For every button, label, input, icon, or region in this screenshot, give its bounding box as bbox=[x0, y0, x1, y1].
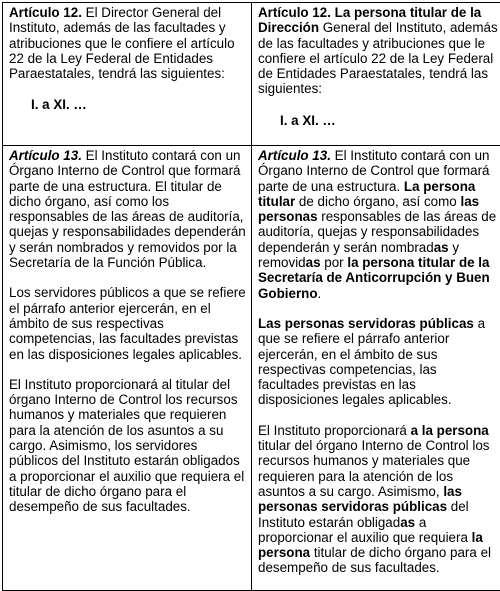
cell-article-13-proposed bbox=[252, 146, 500, 591]
article-text: General del Instituto, además de las facultades y atribuciones que le confiere el artículo 22 de la Ley Federal de Entidades Paraestatales, tendrá las siguientes: bbox=[258, 20, 498, 96]
article-text: por bbox=[321, 255, 348, 270]
article-text: y removid bbox=[258, 240, 459, 270]
article-text: El Instituto contará con un Órgano Interno de Control que formará parte de una estructura. El titular de dicho órgano, así como los responsables de las áreas de auditoría, quejas y responsabilidades dependerán y serán nombrados y removidos por la Secretaría de la Función Pública. bbox=[9, 148, 246, 270]
article-heading: Artículo 12. bbox=[9, 5, 82, 20]
amended-text: la persona titular de la Secretaría de Anticorrupción y Buen Gobierno bbox=[258, 255, 490, 301]
article-text: El Director General del Instituto, además de las facultades y atribuciones que le confiere el artículo 22 de la Ley Federal de Entidades Paraestatales, tendrá las siguientes: bbox=[9, 5, 235, 81]
table-row-article-12 bbox=[3, 3, 500, 146]
article-heading: Artículo 12. bbox=[258, 5, 331, 20]
article-heading: Artículo 13. bbox=[9, 148, 82, 163]
article-text: de dicho órgano, así como bbox=[295, 194, 460, 209]
article-text: a proporcionar el auxilio que requiera bbox=[258, 515, 472, 545]
fractions-label: I. a XI. … bbox=[31, 97, 247, 112]
fractions-label: I. a XI. … bbox=[280, 113, 498, 128]
amended-text: las personas servidoras públicas bbox=[258, 484, 462, 514]
comparison-table bbox=[2, 2, 500, 591]
paragraph-2 bbox=[258, 316, 498, 408]
amended-text: as bbox=[434, 240, 449, 255]
paragraph-1 bbox=[9, 148, 247, 270]
amended-text: la persona bbox=[258, 530, 483, 560]
article-text: El Instituto proporcionará bbox=[258, 423, 411, 438]
cell-article-13-current bbox=[3, 146, 252, 591]
amended-text: La persona titular de la Dirección bbox=[258, 5, 481, 35]
article-text: titular de dicho órgano para el desempeño de sus facultades. bbox=[258, 545, 491, 575]
amended-text: as bbox=[306, 255, 321, 270]
paragraph-2: Los servidores públicos a que se refiere el párrafo anterior ejercerán, en el ámbito de sus respectivas competencias, las facultades previstas en las disposiciones legales aplicables. bbox=[9, 285, 247, 361]
amended-text: La persona titular bbox=[258, 179, 475, 209]
article-text: responsables de las áreas de auditoría, quejas y responsabilidades dependerán y serán nombrad bbox=[258, 209, 496, 255]
article-heading: Artículo 13. bbox=[258, 148, 331, 163]
article-text: . bbox=[318, 286, 322, 301]
amended-text: a la persona bbox=[411, 423, 489, 438]
amended-text: as bbox=[400, 515, 415, 530]
article-text: titular del órgano Interno de Control los recursos humanos y materiales que requieren para la atención de los asuntos a su cargo. Asimismo, bbox=[258, 438, 490, 499]
article-text: del Instituto estarán obligad bbox=[258, 499, 469, 529]
paragraph-1 bbox=[258, 148, 498, 301]
paragraph-3: El Instituto proporcionará al titular del órgano Interno de Control los recursos humanos y materiales que requieren para la atención de los asuntos a su cargo. Asimismo, los servidores públicos del Instituto estarán obligados a proporcionar el auxilio que requiera el titular de dicho órgano para el desempeño de sus facultades. bbox=[9, 377, 247, 515]
cell-article-12-current bbox=[3, 3, 252, 146]
article-text: a que se refiere el párrafo anterior ejercerán, en el ámbito de sus respectivas competencias, las facultades previstas en las disposiciones legales aplicables. bbox=[258, 316, 485, 407]
amended-text: Las personas servidoras públicas bbox=[258, 316, 474, 331]
amended-text: las personas bbox=[258, 194, 479, 224]
cell-article-12-proposed bbox=[252, 3, 500, 146]
table-row-article-13 bbox=[3, 146, 500, 591]
paragraph-3 bbox=[258, 423, 498, 576]
article-text: El Instituto contará con un Órgano Interno de Control que formará parte de una estructura. bbox=[258, 148, 490, 194]
